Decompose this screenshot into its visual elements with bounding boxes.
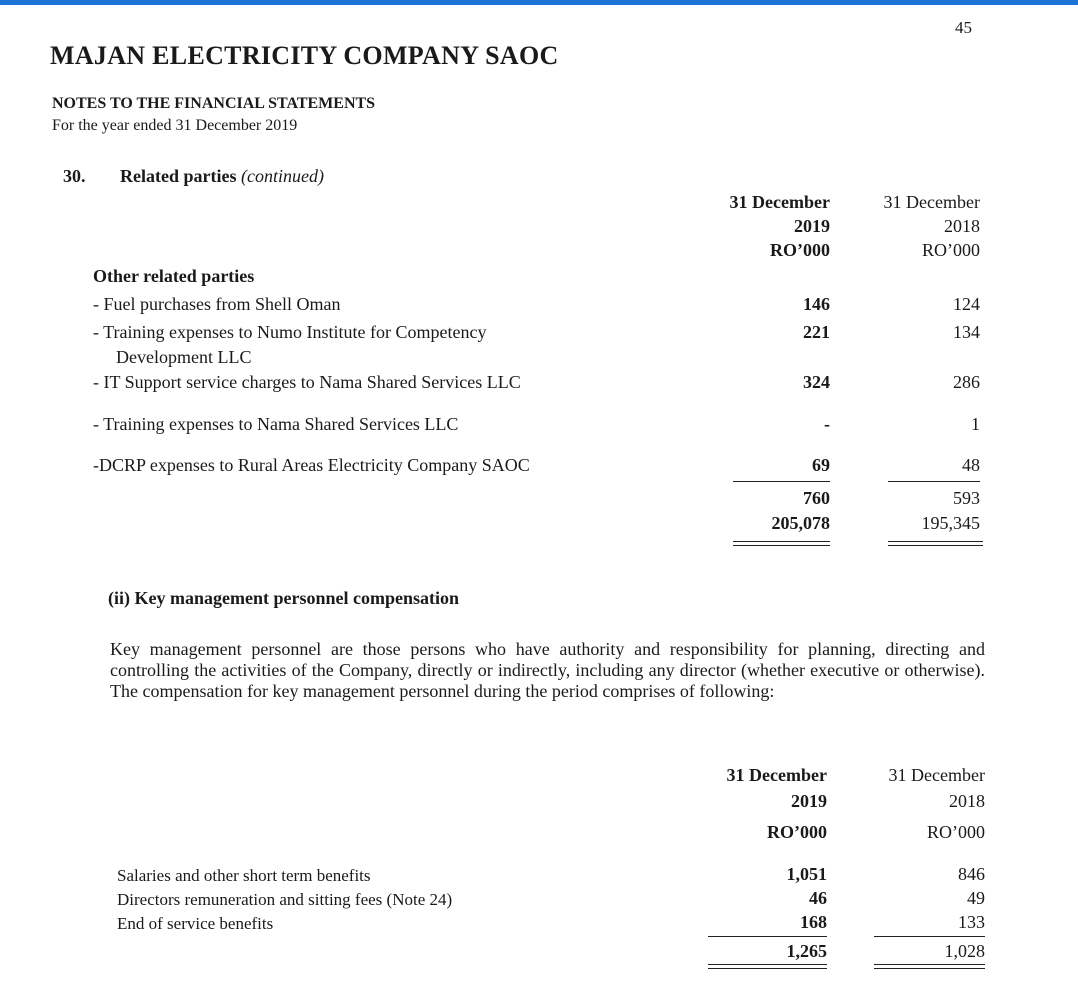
t2-row-prior: 846 (958, 864, 985, 884)
company-name: MAJAN ELECTRICITY COMPANY SAOC (50, 41, 559, 70)
t1-row-prior: 286 (953, 372, 980, 392)
page-number: 45 (955, 18, 972, 37)
t2-row-current: 168 (800, 912, 827, 932)
t2-total-double-rule-prior (874, 964, 985, 969)
t1-header-current (700, 190, 830, 262)
t1-subtotal-current: 760 (803, 488, 830, 508)
period-line: For the year ended 31 December 2019 (52, 117, 298, 134)
t2-row-current: 1,051 (786, 864, 827, 884)
t1-row-current: 324 (803, 372, 830, 392)
t1-row-label: - Training expenses to Nama Shared Services LLC (93, 414, 459, 434)
t1-subtotal-rule-current (733, 481, 830, 482)
t1-row-label: - IT Support service charges to Nama Shared Services LLC (93, 372, 521, 392)
t1-row-label: - Fuel purchases from Shell Oman (93, 294, 341, 314)
t1-header-current-line3: RO’000 (770, 240, 830, 260)
t2-header-prior-line2: 2018 (949, 791, 985, 811)
t1-row-label: -DCRP expenses to Rural Areas Electricity Company SAOC (93, 455, 530, 475)
t2-row-current: 46 (809, 888, 827, 908)
section2-paragraph: Key management personnel are those persons who have authority and responsibility for planning, directing and controlling the activities of the Company, directly or indirectly, including any director (whether executive or otherwise). The compensation for key management personnel during the period comprises of following: (110, 639, 985, 701)
section-heading (120, 166, 324, 187)
t2-row-label: Directors remuneration and sitting fees (Note 24) (117, 890, 453, 909)
t2-row-label: End of service benefits (117, 914, 274, 933)
t2-header-prior (852, 762, 985, 845)
section-title: Related parties (120, 166, 237, 186)
t1-total-current: 205,078 (771, 513, 830, 533)
t2-total-current: 1,265 (786, 941, 827, 961)
notes-title: NOTES TO THE FINANCIAL STATEMENTS (52, 95, 376, 112)
t1-row-current: - (824, 414, 830, 434)
t2-header-current-line2: 2019 (791, 791, 827, 811)
t1-row-prior: 124 (953, 294, 980, 314)
section2-title: (ii) Key management personnel compensation (108, 588, 459, 608)
t2-row-prior: 133 (958, 912, 985, 932)
t2-row-label: Salaries and other short term benefits (117, 866, 371, 885)
t1-header-current-line1: 31 December (729, 192, 830, 212)
t2-header-current-line1: 31 December (726, 765, 827, 785)
t2-header-prior-line1: 31 December (888, 765, 985, 785)
t1-row-current: 221 (803, 322, 830, 342)
t1-subtotal-prior: 593 (953, 488, 980, 508)
t1-row-current: 146 (803, 294, 830, 314)
t1-subtotal-rule-prior (888, 481, 980, 482)
t1-row-prior: 134 (953, 322, 980, 342)
t1-row-current: 69 (812, 455, 830, 475)
t2-total-rule-current (708, 936, 827, 937)
t2-header-prior-line3: RO’000 (927, 822, 985, 842)
section-continued: (continued) (240, 166, 324, 186)
top-accent-bar (0, 0, 1078, 5)
t1-total-double-rule-current (733, 541, 830, 546)
t2-header-current-line3: RO’000 (767, 822, 827, 842)
t2-total-double-rule-current (708, 964, 827, 969)
t1-row-prior: 48 (962, 455, 980, 475)
t2-row-prior: 49 (967, 888, 985, 908)
t1-header-prior-line2: 2018 (944, 216, 980, 236)
t2-header-current (697, 762, 827, 845)
section-number: 30. (63, 166, 86, 186)
t1-total-prior: 195,345 (921, 513, 980, 533)
t1-header-prior-line3: RO’000 (922, 240, 980, 260)
t1-row-label: - Training expenses to Numo Institute for Competency (93, 322, 487, 342)
t2-total-rule-prior (874, 936, 985, 937)
t1-row-prior: 1 (971, 414, 980, 434)
t1-header-current-line2: 2019 (794, 216, 830, 236)
t1-header-prior-line1: 31 December (883, 192, 980, 212)
t1-total-double-rule-prior (888, 541, 983, 546)
t2-total-prior: 1,028 (944, 941, 985, 961)
t1-row-label-cont: Development LLC (116, 347, 252, 367)
group-title: Other related parties (93, 266, 255, 286)
t1-header-prior (850, 190, 980, 262)
